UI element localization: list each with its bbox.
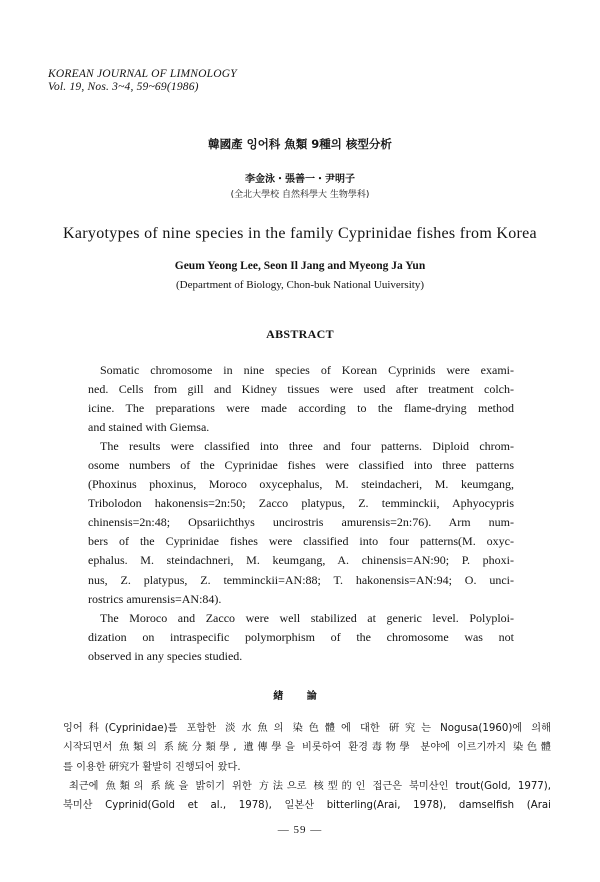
abstract-line: icine. The preparations were made according to the flame-drying method: [88, 401, 514, 416]
affiliation-english: (Department of Biology, Chon-buk National Uuiversity): [176, 279, 424, 291]
abstract-line: nus, Z. platypus, Z. temminckii=AN:88; T. hakonensis=AN:94; O. unci-: [88, 572, 514, 587]
affiliation-korean: (全北大學校 自然科學大 生物學科): [230, 190, 370, 200]
introduction-line: 를 이용한 硏究가 활발히 진행되어 왔다.: [63, 761, 241, 773]
abstract-line: chinensis=2n:48; Opsariichthys uncirostris amurensis=2n:76). Arm num-: [88, 515, 514, 530]
abstract-line: Somatic chromosome in nine species of Korean Cyprinids were exami-: [100, 363, 514, 377]
abstract-line: rostrics amurensis=AN:84).: [88, 591, 222, 606]
abstract-line: dization on intraspecific polymorphism of the chromosome was not: [88, 629, 514, 644]
introduction-line: 최근에 魚類의 系統을 밝히기 위한 方法으로 核型的인 접근은 북미산인 trout(Gold, 1977),: [69, 780, 551, 792]
abstract-line: The results were classified into three and four patterns. Diploid chrom-: [100, 439, 514, 454]
abstract-line: Tribolodon hakonensis=2n:50; Zacco platypus, Z. temminckii, Aphyocypris: [88, 496, 514, 511]
introduction-heading: 緖 論: [273, 691, 327, 702]
page-number: — 59 —: [277, 824, 323, 836]
abstract-line: The Moroco and Zacco were well stabilized at generic level. Polyploi-: [100, 610, 514, 625]
abstract-line: and stained with Giemsa.: [88, 420, 210, 435]
authors-english: Geum Yeong Lee, Seon Il Jang and Myeong Ja Yun: [174, 260, 426, 272]
authors-korean: 李金泳・張善一・尹明子: [245, 174, 355, 185]
abstract-line: observed in any species studied.: [88, 648, 243, 663]
introduction-body: [63, 719, 551, 815]
abstract-body: [88, 361, 514, 666]
abstract-line: osome numbers of the Cyprinidae fishes were classified into three patterns: [88, 458, 514, 473]
journal-header: [48, 68, 237, 94]
abstract-line: bers of the Cyprinidae fishes were classified into four patterns(M. oxyc-: [88, 534, 514, 549]
introduction-line: 북미산 Cyprinid(Gold et al., 1978), 일본산 bitterling(Arai, 1978), damselfish (Arai: [63, 800, 551, 812]
abstract-line: (Phoxinus phoxinus, Moroco oxycephalus, M. steindacheri, M. keumgang,: [88, 477, 514, 492]
title-korean: 韓國產 잉어科 魚類 9種의 核型分析: [208, 137, 392, 151]
abstract-line: ephalus. M. steindachneri, M. keumgang, A. chinensis=AN:90; P. phoxi-: [88, 553, 514, 568]
abstract-heading: ABSTRACT: [266, 327, 334, 341]
abstract-line: ned. Cells from gill and Kidney tissues were used after treatment colch-: [88, 382, 514, 397]
introduction-line: 시작되면서 魚類의 系統分類學, 遺傳學을 비롯하여 환경毒物學 분야에 이르기까지 染色體: [63, 742, 551, 754]
title-english: Karyotypes of nine species in the family Cyprinidae fishes from Korea: [63, 225, 537, 242]
journal-volume: Vol. 19, Nos. 3~4, 59~69(1986): [48, 81, 199, 93]
journal-name: KOREAN JOURNAL OF LIMNOLOGY: [48, 68, 237, 80]
introduction-line: 잉어科(Cyprinidae)를 포함한 淡水魚의 染色體에 대한 硏究는 Nogusa(1960)에 의해: [63, 723, 551, 734]
